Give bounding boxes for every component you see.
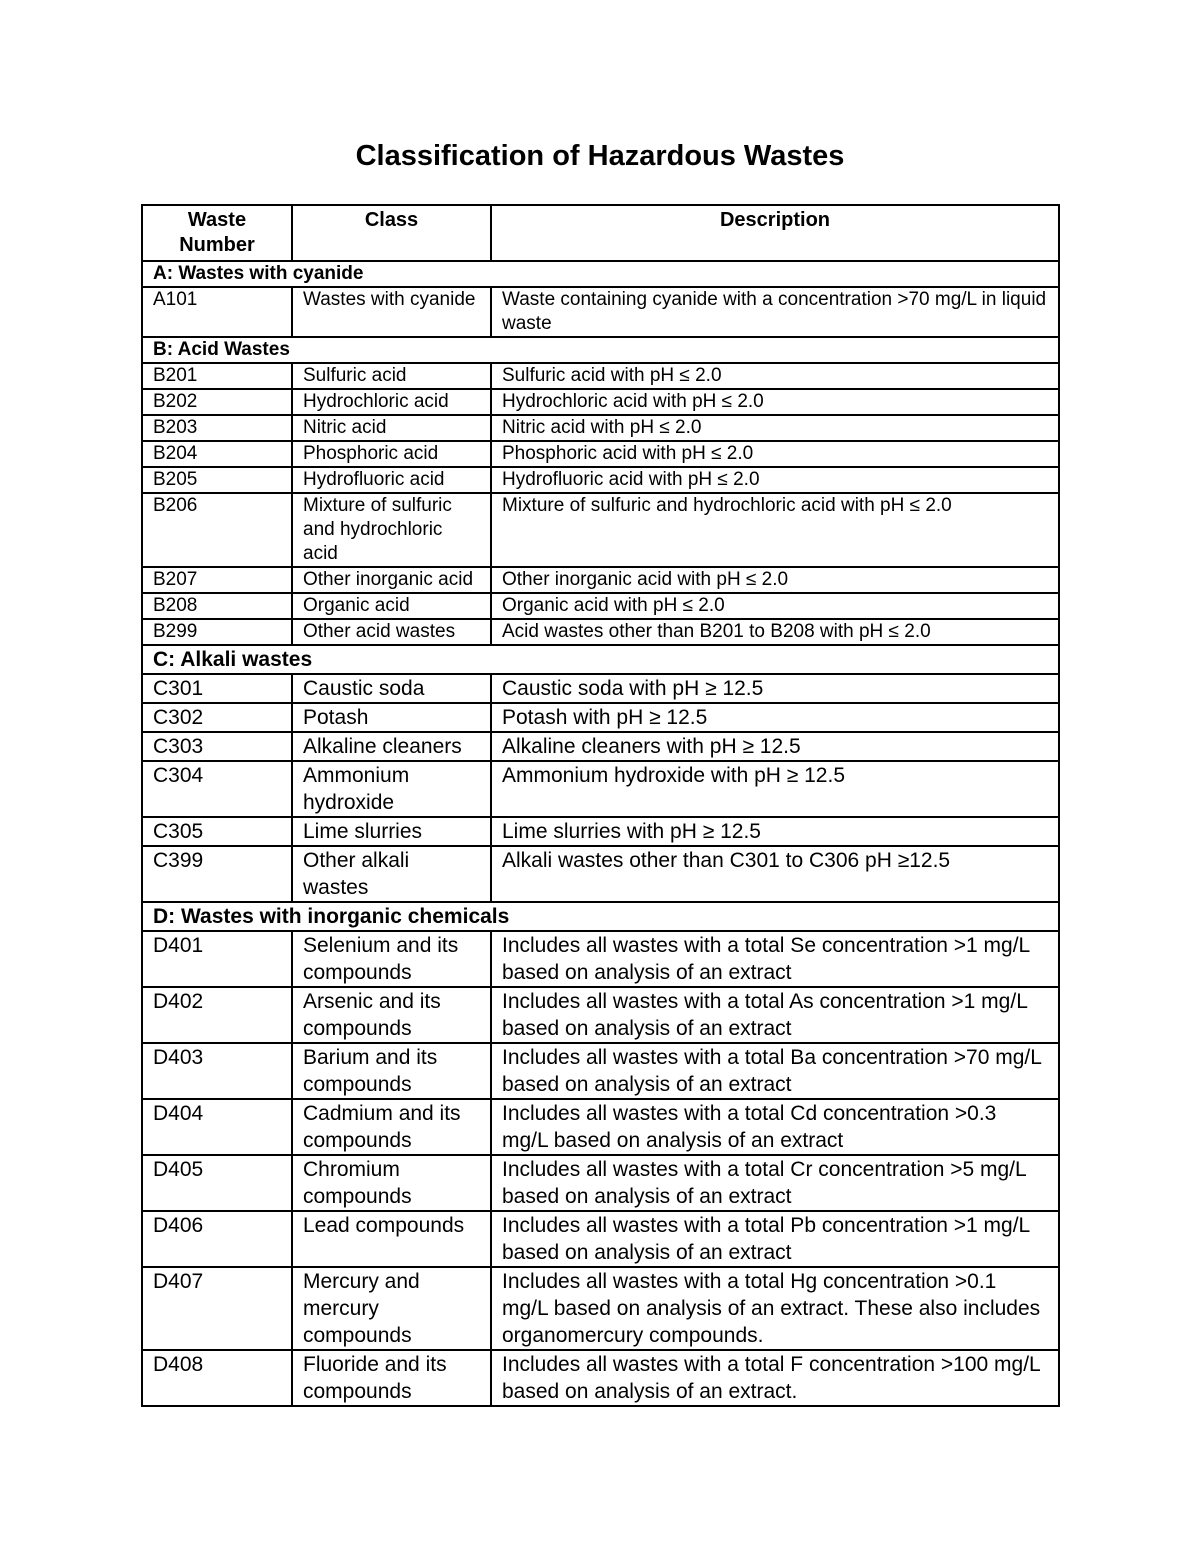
table-row [142,467,1059,493]
class-cell: Hydrofluoric acid [292,467,491,493]
waste-number-cell: B207 [142,567,292,593]
waste-classification-table [141,204,1060,1407]
class-cell: Fluoride and its compounds [292,1350,491,1406]
waste-number-cell: D407 [142,1267,292,1350]
header-waste-number: Waste Number [142,205,292,261]
description-cell: Alkali wastes other than C301 to C306 pH ≥12.5 [491,846,1059,902]
waste-number-cell: D404 [142,1099,292,1155]
waste-number-cell: B203 [142,415,292,441]
waste-number-cell: B204 [142,441,292,467]
class-cell: Alkaline cleaners [292,732,491,761]
description-cell: Other inorganic acid with pH ≤ 2.0 [491,567,1059,593]
table-row [142,389,1059,415]
table-row [142,674,1059,703]
waste-number-cell: C301 [142,674,292,703]
description-cell: Alkaline cleaners with pH ≥ 12.5 [491,732,1059,761]
header-description: Description [491,205,1059,261]
class-cell: Sulfuric acid [292,363,491,389]
waste-number-cell: B208 [142,593,292,619]
table-row [142,593,1059,619]
table-row [142,1267,1059,1350]
description-cell: Mixture of sulfuric and hydrochloric acid with pH ≤ 2.0 [491,493,1059,567]
table-row [142,846,1059,902]
table-row [142,287,1059,337]
table-row [142,1155,1059,1211]
table-body [142,261,1059,1406]
waste-number-cell: D408 [142,1350,292,1406]
description-cell: Includes all wastes with a total F concentration >100 mg/L based on analysis of an extract. [491,1350,1059,1406]
class-cell: Nitric acid [292,415,491,441]
description-cell: Waste containing cyanide with a concentration >70 mg/L in liquid waste [491,287,1059,337]
table-row [142,987,1059,1043]
section-heading-row [142,337,1059,363]
table-row [142,493,1059,567]
section-heading: A: Wastes with cyanide [142,261,1059,287]
table-row [142,1211,1059,1267]
class-cell: Caustic soda [292,674,491,703]
waste-number-cell: B206 [142,493,292,567]
description-cell: Includes all wastes with a total Hg concentration >0.1 mg/L based on analysis of an extract. These also includes organomercury compounds. [491,1267,1059,1350]
class-cell: Lime slurries [292,817,491,846]
description-cell: Caustic soda with pH ≥ 12.5 [491,674,1059,703]
class-cell: Ammonium hydroxide [292,761,491,817]
waste-number-cell: C302 [142,703,292,732]
description-cell: Hydrochloric acid with pH ≤ 2.0 [491,389,1059,415]
waste-number-cell: A101 [142,287,292,337]
table-row [142,931,1059,987]
waste-number-cell: D402 [142,987,292,1043]
section-heading: B: Acid Wastes [142,337,1059,363]
description-cell: Hydrofluoric acid with pH ≤ 2.0 [491,467,1059,493]
waste-number-cell: B205 [142,467,292,493]
description-cell: Lime slurries with pH ≥ 12.5 [491,817,1059,846]
waste-number-cell: B299 [142,619,292,645]
description-cell: Includes all wastes with a total Cd concentration >0.3 mg/L based on analysis of an extract [491,1099,1059,1155]
class-cell: Mixture of sulfuric and hydrochloric acid [292,493,491,567]
description-cell: Acid wastes other than B201 to B208 with pH ≤ 2.0 [491,619,1059,645]
description-cell: Includes all wastes with a total Cr concentration >5 mg/L based on analysis of an extract [491,1155,1059,1211]
table-row [142,1043,1059,1099]
section-heading-row [142,902,1059,931]
table-row [142,441,1059,467]
class-cell: Other alkali wastes [292,846,491,902]
table-header-row [142,205,1059,261]
table-row [142,817,1059,846]
page-title: Classification of Hazardous Wastes [355,140,845,172]
waste-number-cell: B202 [142,389,292,415]
table-row [142,703,1059,732]
waste-number-cell: D405 [142,1155,292,1211]
class-cell: Organic acid [292,593,491,619]
class-cell: Mercury and mercury compounds [292,1267,491,1350]
section-heading-row [142,645,1059,674]
section-heading-row [142,261,1059,287]
class-cell: Barium and its compounds [292,1043,491,1099]
table-row [142,732,1059,761]
description-cell: Includes all wastes with a total Se concentration >1 mg/L based on analysis of an extract [491,931,1059,987]
waste-number-cell: B201 [142,363,292,389]
class-cell: Other inorganic acid [292,567,491,593]
table-row [142,1099,1059,1155]
description-cell: Potash with pH ≥ 12.5 [491,703,1059,732]
class-cell: Hydrochloric acid [292,389,491,415]
class-cell: Cadmium and its compounds [292,1099,491,1155]
table-row [142,619,1059,645]
class-cell: Selenium and its compounds [292,931,491,987]
class-cell: Other acid wastes [292,619,491,645]
table-row [142,363,1059,389]
class-cell: Lead compounds [292,1211,491,1267]
waste-number-cell: D401 [142,931,292,987]
section-heading: C: Alkali wastes [142,645,1059,674]
description-cell: Phosphoric acid with pH ≤ 2.0 [491,441,1059,467]
waste-number-cell: C304 [142,761,292,817]
class-cell: Arsenic and its compounds [292,987,491,1043]
table-row [142,415,1059,441]
description-cell: Organic acid with pH ≤ 2.0 [491,593,1059,619]
class-cell: Potash [292,703,491,732]
description-cell: Includes all wastes with a total Pb concentration >1 mg/L based on analysis of an extract [491,1211,1059,1267]
waste-number-cell: C305 [142,817,292,846]
description-cell: Ammonium hydroxide with pH ≥ 12.5 [491,761,1059,817]
waste-number-cell: D406 [142,1211,292,1267]
header-class: Class [292,205,491,261]
description-cell: Nitric acid with pH ≤ 2.0 [491,415,1059,441]
description-cell: Includes all wastes with a total Ba concentration >70 mg/L based on analysis of an extract [491,1043,1059,1099]
table-row [142,1350,1059,1406]
waste-number-cell: D403 [142,1043,292,1099]
waste-number-cell: C303 [142,732,292,761]
waste-number-cell: C399 [142,846,292,902]
class-cell: Chromium compounds [292,1155,491,1211]
table-row [142,761,1059,817]
description-cell: Includes all wastes with a total As concentration >1 mg/L based on analysis of an extract [491,987,1059,1043]
class-cell: Phosphoric acid [292,441,491,467]
section-heading: D: Wastes with inorganic chemicals [142,902,1059,931]
table-row [142,567,1059,593]
description-cell: Sulfuric acid with pH ≤ 2.0 [491,363,1059,389]
class-cell: Wastes with cyanide [292,287,491,337]
